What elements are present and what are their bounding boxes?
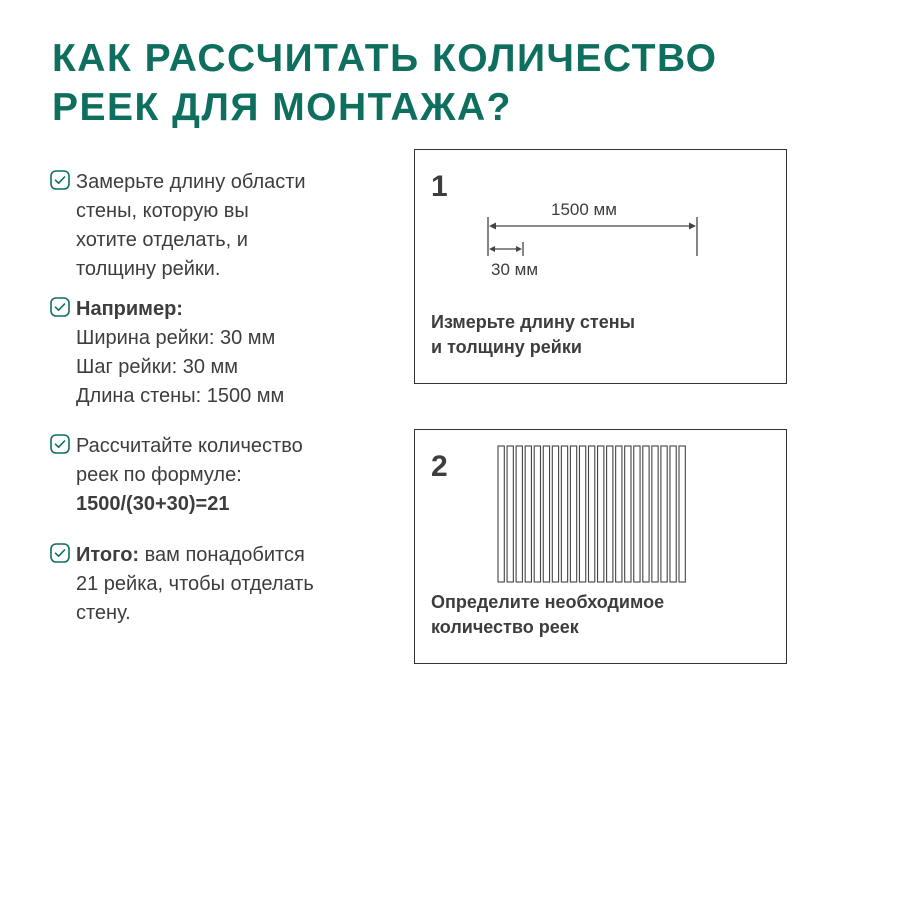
slat (579, 446, 585, 582)
step-text: вам понадобится (139, 544, 305, 566)
step-text: Длина стены: 1500 мм (76, 385, 285, 407)
step-text: хотите отделать, и (76, 229, 248, 251)
check-square-icon (50, 434, 70, 454)
check-square-icon (50, 297, 70, 317)
title-line-2: РЕЕК ДЛЯ МОНТАЖА? (52, 86, 512, 129)
step-text: стену. (76, 602, 131, 624)
step-measure (50, 168, 306, 284)
step-text: Шаг рейки: 30 мм (76, 356, 239, 378)
slat (561, 446, 567, 582)
slat (507, 446, 513, 582)
caption-line: количество реек (431, 617, 579, 637)
slat (498, 446, 504, 582)
slat (534, 446, 540, 582)
dim-wall-label: 1500 мм (551, 200, 617, 219)
card-number: 1 (431, 170, 448, 203)
check-square-icon (50, 170, 70, 190)
slat (652, 446, 658, 582)
step-text: 21 рейка, чтобы отделать (76, 573, 314, 595)
slat (516, 446, 522, 582)
step-heading: Итого: (76, 544, 140, 566)
slat (670, 446, 676, 582)
formula: 1500/(30+30)=21 (76, 493, 230, 515)
slat (552, 446, 558, 582)
slat (543, 446, 549, 582)
arrow-right-icon (689, 223, 696, 230)
card-caption (431, 590, 664, 640)
caption-line: Измерьте длину стены (431, 312, 635, 332)
step-calculate (50, 432, 303, 519)
step-text: толщину рейки. (76, 258, 221, 280)
slats-diagram (415, 430, 788, 590)
card-count (414, 429, 787, 664)
slat (616, 446, 622, 582)
card-number: 2 (431, 450, 448, 483)
slat (525, 446, 531, 582)
step-text: реек по формуле: (76, 464, 242, 486)
slat (570, 446, 576, 582)
step-total (50, 541, 314, 628)
caption-line: Определите необходимое (431, 592, 665, 612)
dim-slat-label: 30 мм (491, 260, 539, 279)
page-title (52, 34, 852, 132)
step-text: Замерьте длину области (76, 171, 306, 193)
title-line-1: КАК РАССЧИТАТЬ КОЛИЧЕСТВО (52, 37, 718, 80)
slat (598, 446, 604, 582)
card-caption (431, 310, 635, 360)
slat (607, 446, 613, 582)
caption-line: и толщину рейки (431, 337, 582, 357)
slat (661, 446, 667, 582)
card-measure (414, 149, 787, 384)
check-square-icon (50, 543, 70, 563)
step-text: Ширина рейки: 30 мм (76, 327, 276, 349)
slat (625, 446, 631, 582)
arrow-left-icon (489, 223, 496, 230)
dimension-diagram (415, 150, 788, 310)
step-example (50, 295, 284, 411)
step-text: стены, которую вы (76, 200, 249, 222)
step-heading: Например: (76, 298, 183, 320)
step-text: Рассчитайте количество (76, 435, 303, 457)
arrow-right-icon (516, 246, 522, 252)
slat (643, 446, 649, 582)
slat (634, 446, 640, 582)
slat (589, 446, 595, 582)
step-text-first (76, 541, 314, 570)
slat (679, 446, 685, 582)
arrow-left-icon (489, 246, 495, 252)
